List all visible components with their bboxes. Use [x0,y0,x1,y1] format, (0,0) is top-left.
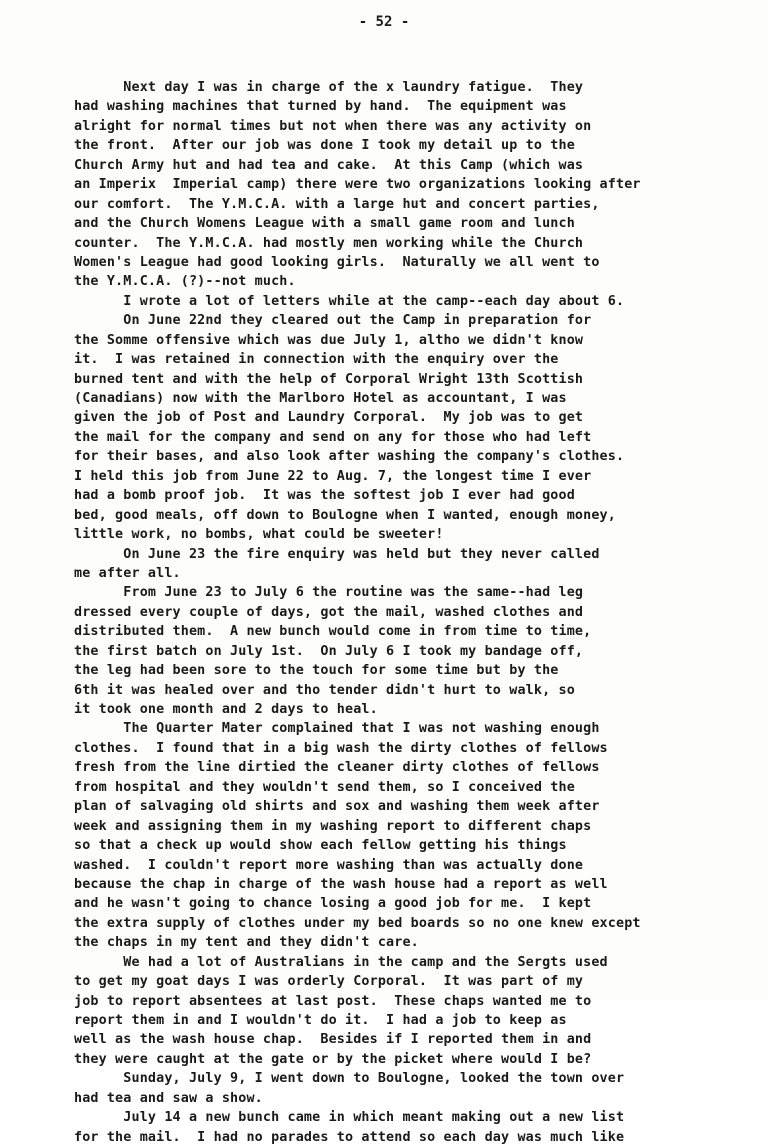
text-line: Women's League had good looking girls. Naturally we all went to [74,254,600,270]
text-line: to get my goat days I was orderly Corporal. It was part of my [74,974,584,990]
text-line: counter. The Y.M.C.A. had mostly men working while the Church [74,235,584,251]
text-line: 6th it was healed over and tho tender didn't hurt to walk, so [74,682,575,698]
text-line: from hospital and they wouldn't send them, so I conceived the [74,779,575,795]
text-line: had washing machines that turned by hand. The equipment was [74,99,567,115]
text-line: given the job of Post and Laundry Corporal. My job was to get [74,410,584,426]
text-line: little work, no bombs, what could be sweeter! [74,527,444,543]
text-line: clothes. I found that in a big wash the dirty clothes of fellows [74,740,608,756]
text-line: the chaps in my tent and they didn't care. [74,935,419,951]
text-line: I wrote a lot of letters while at the camp--each day about 6. [74,293,625,309]
text-line: Church Army hut and had tea and cake. At this Camp (which was [74,157,584,173]
text-line: bed, good meals, off down to Boulogne when I wanted, enough money, [74,507,616,523]
text-line: and the Church Womens League with a small game room and lunch [74,216,575,232]
text-line: Next day I was in charge of the x laundry fatigue. They [74,80,584,95]
text-line: and he wasn't going to chance losing a good job for me. I kept [74,896,592,912]
text-line: for their bases, and also look after washing the company's clothes. [74,449,625,465]
text-line: so that a check up would show each fellow getting his things [74,838,567,854]
text-line: the Somme offensive which was due July 1, altho we didn't know [74,332,584,348]
text-line: burned tent and with the help of Corporal Wright 13th Scottish [74,371,584,387]
text-line: well as the wash house chap. Besides if I reported them in and [74,1032,592,1048]
text-line: they were caught at the gate or by the picket where would I be? [74,1051,592,1067]
text-line: job to report absentees at last post. These chaps wanted me to [74,993,592,1009]
page-number: - 52 - [358,14,410,30]
text-line: had a bomb proof job. It was the softest job I ever had good [74,488,575,504]
text-line: week and assigning them in my washing report to different chaps [74,818,592,834]
text-line: We had a lot of Australians in the camp and the Sergts used [74,954,608,970]
text-line: the first batch on July 1st. On July 6 I took my bandage off, [74,643,584,659]
text-line: our comfort. The Y.M.C.A. with a large hut and concert parties, [74,196,600,212]
text-line: Sunday, July 9, I went down to Boulogne, looked the town over [74,1071,625,1087]
text-line: it. I was retained in connection with the enquiry over the [74,352,559,368]
text-line: The Quarter Mater complained that I was not washing enough [74,721,600,737]
text-line: report them in and I wouldn't do it. I had a job to keep as [74,1013,567,1028]
text-line: the Y.M.C.A. (?)--not much. [74,274,296,290]
text-line: distributed them. A new bunch would come in from time to time, [74,624,592,640]
text-line: for the mail. I had no parades to attend so each day was much like [74,1129,625,1145]
text-line: an Imperix Imperial camp) there were two organizations looking after [74,177,641,193]
text-line: plan of salvaging old shirts and sox and washing them week after [74,799,600,815]
body-text [74,78,641,1147]
text-line: washed. I couldn't report more washing than was actually done [74,857,584,873]
text-line: because the chap in charge of the wash house had a report as well [74,876,608,892]
text-line: (Canadians) now with the Marlboro Hotel as accountant, I was [74,391,567,406]
text-line: alright for normal times but not when there was any activity on [74,118,592,134]
text-line: the mail for the company and send on any for those who had left [74,429,592,445]
text-line: I held this job from June 22 to Aug. 7, the longest time I ever [74,468,592,484]
text-line: From June 23 to July 6 the routine was the same--had leg [74,585,584,601]
text-line: the leg had been sore to the touch for some time but by the [74,663,559,679]
text-line: July 14 a new bunch came in which meant making out a new list [74,1110,625,1126]
text-line: On June 23 the fire enquiry was held but they never called [74,546,600,562]
text-line: fresh from the line dirtied the cleaner dirty clothes of fellows [74,760,600,776]
text-line: me after all. [74,565,181,581]
text-line: the front. After our job was done I took my detail up to the [74,138,575,154]
text-line: the extra supply of clothes under my bed boards so no one knew except [74,915,641,931]
text-line: dressed every couple of days, got the mail, washed clothes and [74,604,584,620]
text-line: On June 22nd they cleared out the Camp in preparation for [74,313,592,329]
text-line: it took one month and 2 days to heal. [74,702,378,717]
text-line: had tea and saw a show. [74,1090,263,1106]
